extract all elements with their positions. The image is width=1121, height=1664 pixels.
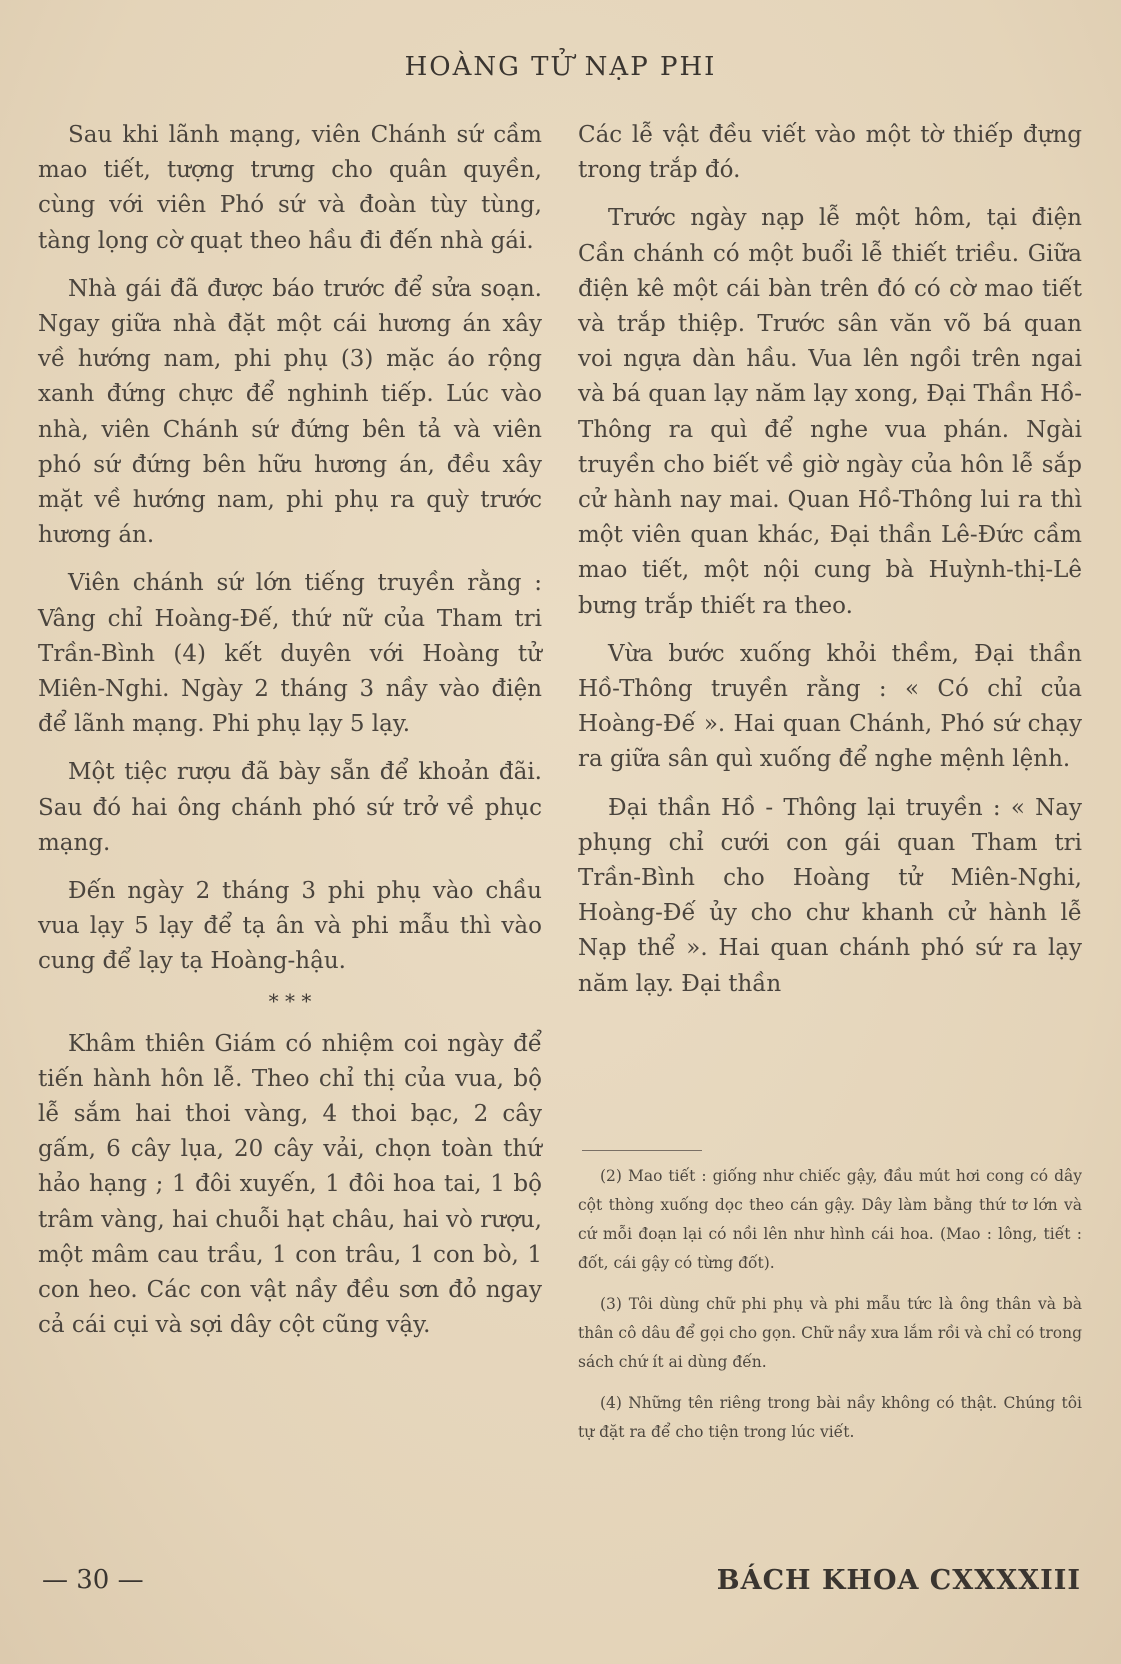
page-number: — 30 — — [42, 1565, 144, 1595]
footnote: (2) Mao tiết : giống như chiếc gậy, đầu mút hơi cong có dây cột thòng xuống dọc theo cán gậy. Dây làm bằng thứ tơ lớn và cứ mỗi đoạn lại có nồi lên như hình cái hoa. (Mao : lông, tiết : đốt, cái gậy có từng đốt). — [578, 1167, 1082, 1272]
paragraph: Khâm thiên Giám có nhiệm coi ngày để tiến hành hôn lễ. Theo chỉ thị của vua, bộ lễ sắm hai thoi vàng, 4 thoi bạc, 2 cây gấm, 6 cây lụa, 20 cây vải, chọn toàn thứ hảo hạng ; 1 đôi xuyến, 1 đôi hoa tai, 1 bộ trâm vàng, hai chuỗi hạt châu, hai vò rượu, một mâm cau trầu, 1 con trâu, 1 con bò, 1 con heo. Các con vật nầy đều sơn đỏ ngay cả cái cụi và sợi dây cột cũng vậy. — [38, 1030, 542, 1339]
paragraph: Nhà gái đã được báo trước để sửa soạn. Ngay giữa nhà đặt một cái hương án xây về hướng nam, phi phụ (3) mặc áo rộng xanh đứng chực để nghinh tiếp. Lúc vào nhà, viên Chánh sứ đứng bên tả và viên phó sứ đứng bên hữu hương án, đều xây mặt về hướng nam, phi phụ ra quỳ trước hương án. — [38, 275, 542, 549]
running-title: HOÀNG TỬ NẠP PHI — [404, 52, 717, 82]
paragraph: Viên chánh sứ lớn tiếng truyền rằng : Vâng chỉ Hoàng-Đế, thứ nữ của Tham tri Trần-Bình (4) kết duyên với Hoàng tử Miên-Nghi. Ngày 2 tháng 3 nầy vào điện để lãnh mạng. Phi phụ lạy 5 lạy. — [38, 570, 542, 738]
right-column — [578, 118, 1082, 1015]
paragraph: Trước ngày nạp lễ một hôm, tại điện Cần chánh có một buổi lễ thiết triều. Giữa điện kê một cái bàn trên đó có cờ mao tiết và trắp thiệp. Trước sân văn võ bá quan voi ngựa dàn hầu. Vua lên ngồi trên ngai và bá quan lạy năm lạy xong, Đại Thần Hồ-Thông ra quì để nghe vua phán. Ngài truyền cho biết về giờ ngày của hôn lễ sắp cử hành nay mai. Quan Hồ-Thông lui ra thì một viên quan khác, Đại thần Lê-Đức cầm mao tiết, một nội cung bà Huỳnh-thị-Lê bưng trắp thiết ra theo. — [578, 205, 1082, 619]
section-separator: * * * — [268, 988, 312, 1013]
paragraph: Đại thần Hồ - Thông lại truyền : « Nay phụng chỉ cưới con gái quan Tham tri Trần-Bình cho Hoàng tử Miên-Nghi, Hoàng-Đế ủy cho chư khanh cử hành lễ Nạp thể ». Hai quan chánh phó sứ ra lạy năm lạy. Đại thần — [578, 794, 1082, 997]
paragraph: Sau khi lãnh mạng, viên Chánh sứ cầm mao tiết, tượng trưng cho quân quyền, cùng với viên Phó sứ và đoàn tùy tùng, tàng lọng cờ quạt theo hầu đi đến nhà gái. — [38, 122, 542, 254]
footnotes — [578, 1162, 1082, 1459]
left-column — [38, 118, 542, 1357]
journal-name: BÁCH KHOA CXXXXIII — [716, 1565, 1081, 1596]
paragraph: Một tiệc rượu đã bày sẵn để khoản đãi. Sau đó hai ông chánh phó sứ trở về phục mạng. — [38, 759, 542, 856]
footnote-divider — [582, 1150, 702, 1151]
paragraph: Vừa bước xuống khỏi thềm, Đại thần Hồ-Thông truyền rằng : « Có chỉ của Hoàng-Đế ». Hai quan Chánh, Phó sứ chạy ra giữa sân quì xuống để nghe mệnh lệnh. — [578, 640, 1082, 773]
footnote: (4) Những tên riêng trong bài nầy không có thật. Chúng tôi tự đặt ra để cho tiện trong lúc viết. — [578, 1394, 1082, 1441]
paragraph: Đến ngày 2 tháng 3 phi phụ vào chầu vua lạy 5 lạy để tạ ân và phi mẫu thì vào cung để lạy tạ Hoàng-hậu. — [38, 878, 542, 975]
footnote: (3) Tôi dùng chữ phi phụ và phi mẫu tức là ông thân và bà thân cô dâu để gọi cho gọn. Chữ nầy xưa lắm rồi và chỉ có trong sách chứ ít ai dùng đến. — [578, 1295, 1082, 1371]
paragraph-continued: Các lễ vật đều viết vào một tờ thiếp đựng trong trắp đó. — [578, 122, 1082, 184]
